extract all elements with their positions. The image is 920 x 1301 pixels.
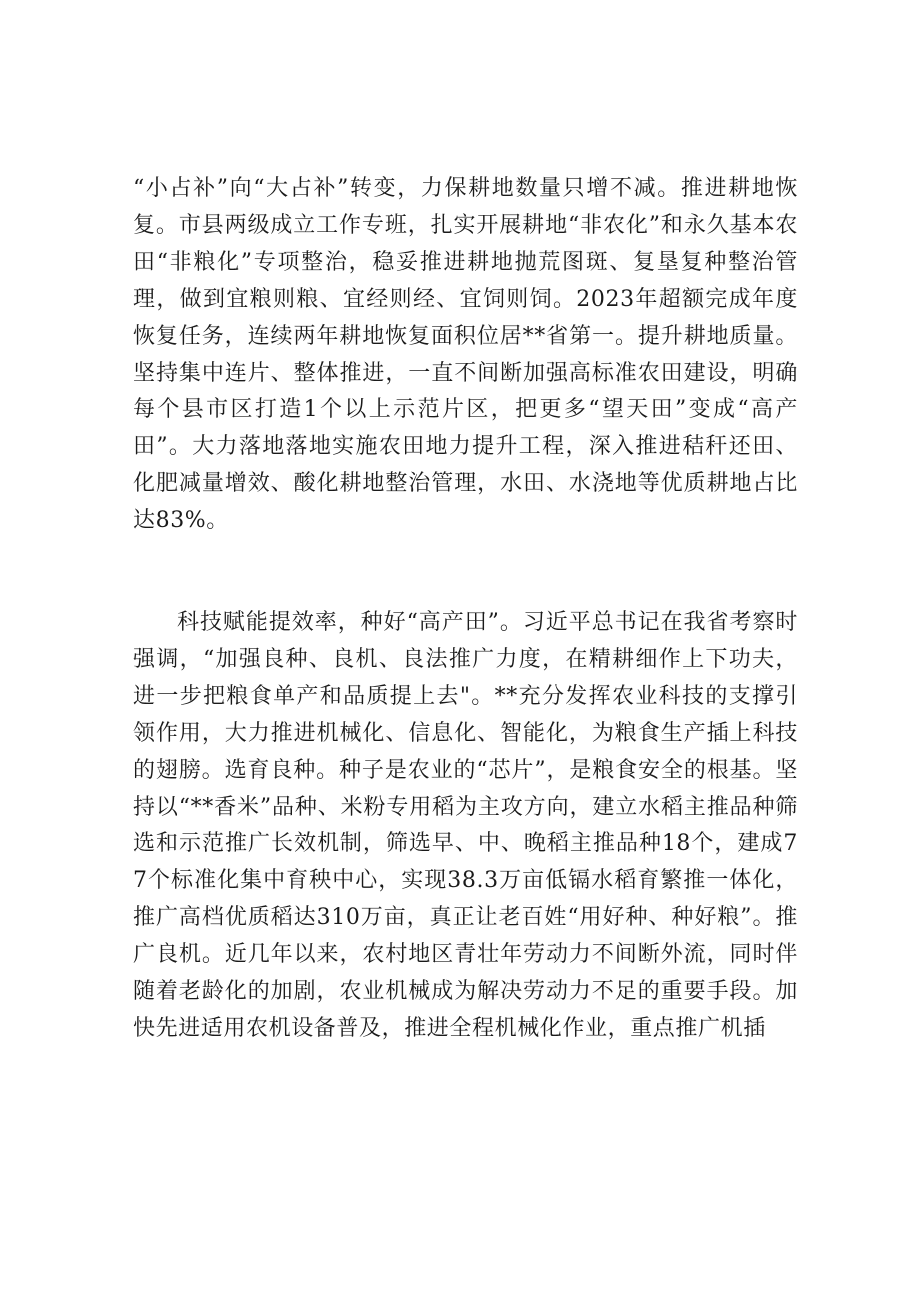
- body-paragraph: 科技赋能提效率，种好“高产田”。习近平总书记在我省考察时强调，“加强良种、良机、良法推广力度，在精耕细作上下功夫，进一步把粮食单产和品质提上去"。**充分发挥农业科技的支撑引领作用，大力推进机械化、信息化、智能化，为粮食生产插上科技的翅膀。选育良种。种子是农业的“芯片”，是粮食安全的根基。坚持以“**香米”品种、米粉专用稻为主攻方向，建立水稻主推品种筛选和示范推广长效机制，筛选早、中、晚稻主推品种18个，建成77个标准化集中育秧中心，实现38.3万亩低镉水稻育繁推一体化，推广高档优质稻达310万亩，真正让老百姓“用好种、种好粮”。推广良机。近几年以来，农村地区青壮年劳动力不间断外流，同时伴随着老龄化的加剧，农业机械成为解决劳动力不足的重要手段。加快先进适用农机设备普及，推进全程机械化作业，重点推广机插: [133, 610, 798, 1041]
- body-paragraph: “小占补”向“大占补”转变，力保耕地数量只增不减。推进耕地恢复。市县两级成立工作专班，扎实开展耕地“非农化”和永久基本农田“非粮化”专项整治，稳妥推进耕地抛荒图斑、复垦复种整治管理，做到宜粮则粮、宜经则经、宜饲则饲。2023年超额完成年度恢复任务，连续两年耕地恢复面积位居**省第一。提升耕地质量。坚持集中连片、整体推进，一直不间断加强高标准农田建设，明确每个县市区打造1个以上示范片区，把更多“望天田”变成“高产田”。大力落地落地实施农田地力提升工程，深入推进秸秆还田、化肥减量增效、酸化耕地整治管理，水田、水浇地等优质耕地占比达83%。: [133, 176, 798, 534]
